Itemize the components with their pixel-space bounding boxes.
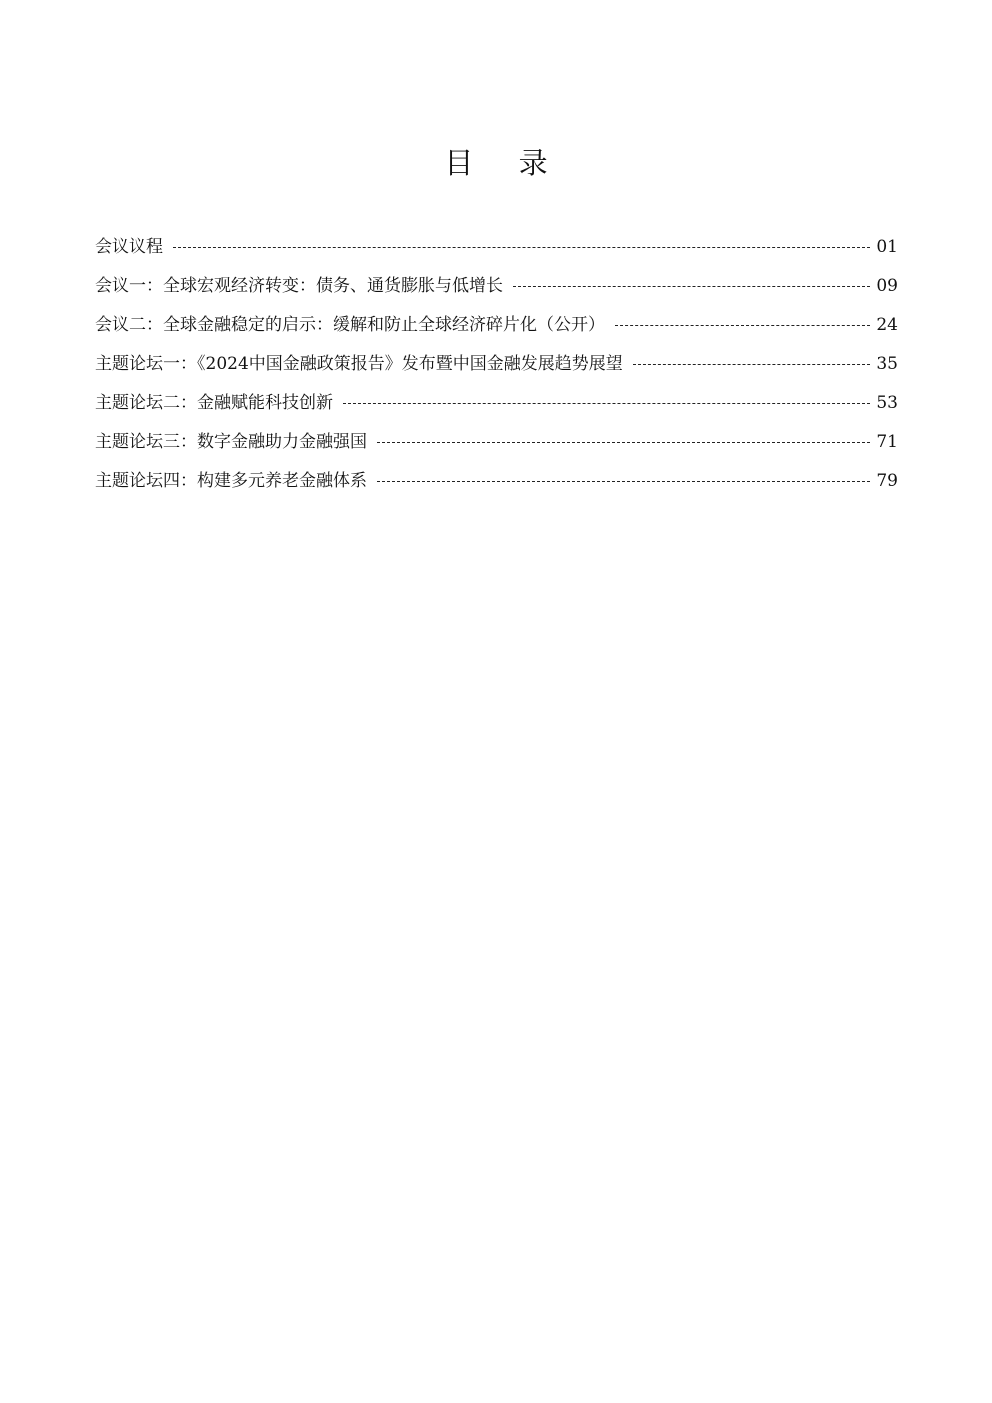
toc-entry-forum-3[interactable] <box>95 422 898 461</box>
toc-entry-label: 会议一：全球宏观经济转变：债务、通货膨胀与低增长 <box>95 275 503 296</box>
toc-entry-label: 会议议程 <box>95 236 163 257</box>
toc-page-number: 24 <box>876 314 898 335</box>
toc-entry-label: 主题论坛四：构建多元养老金融体系 <box>95 470 367 491</box>
toc-entry-label: 主题论坛二：金融赋能科技创新 <box>95 392 333 413</box>
toc-page-number: 01 <box>876 236 898 257</box>
toc-entry-label: 会议二：全球金融稳定的启示：缓解和防止全球经济碎片化（公开） <box>95 314 605 335</box>
dot-leader <box>513 286 870 287</box>
toc-page-number: 09 <box>876 275 898 296</box>
dot-leader <box>377 481 870 482</box>
toc-page-number: 53 <box>876 392 898 413</box>
dot-leader <box>173 247 870 248</box>
toc-entry-session-1[interactable] <box>95 266 898 305</box>
toc-entry-label: 主题论坛三：数字金融助力金融强国 <box>95 431 367 452</box>
page-title: 目 录 <box>444 146 566 181</box>
toc-entry-forum-1[interactable] <box>95 344 898 383</box>
toc-entry-forum-4[interactable] <box>95 461 898 500</box>
toc-page-number: 71 <box>876 431 898 452</box>
toc-entry-agenda[interactable] <box>95 227 898 266</box>
toc-page-number: 79 <box>876 470 898 491</box>
dot-leader <box>343 403 870 404</box>
table-of-contents <box>95 227 898 500</box>
toc-entry-session-2[interactable] <box>95 305 898 344</box>
dot-leader <box>377 442 870 443</box>
toc-page-number: 35 <box>876 353 898 374</box>
toc-entry-forum-2[interactable] <box>95 383 898 422</box>
dot-leader <box>633 364 870 365</box>
toc-entry-label: 主题论坛一：《2024中国金融政策报告》发布暨中国金融发展趋势展望 <box>95 353 623 374</box>
dot-leader <box>615 325 870 326</box>
